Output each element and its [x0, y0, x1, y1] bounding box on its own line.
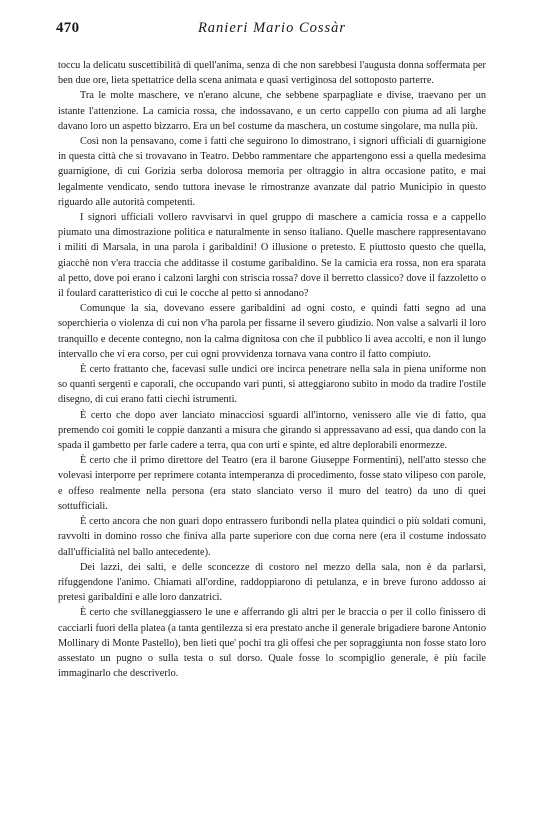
paragraph: È certo frattanto che, facevasi sulle undici ore incirca penetrare nella sala in piena uniforme non so quanti sergenti e caporali, che occupando vari punti, si atteggiarono subito in modo da tradire l'ostile disegno, di cui erano fatti ciechi istrumenti. [58, 364, 486, 406]
page-header [56, 20, 488, 42]
body-text [58, 58, 486, 681]
running-head: Ranieri Mario Cossàr [197, 20, 347, 36]
paragraph: È certo ancora che non guari dopo entrassero furibondi nella platea quindici o più soldati comuni, ravvolti in domino rosso che finiva alla parte superiore con due corna nere (era il costume indossato dall'ufficialità nel ballo antecedente). [58, 516, 486, 558]
paragraph: Comunque la sia, dovevano essere garibaldini ad ogni costo, e quindi fatti segno ad una soperchieria o violenza di cui non v'ha parola per fissarne il severo giudizio. Non valse a salvarli il loro tranquillo e decente contegno, non la calma dignitosa con che il pubblico li avea accolti, e non il lungo intervallo che vi era corso, per cui ogni provvidenza tornava vana contro il fatto compiuto. [58, 303, 486, 360]
paragraph: È certo che svillaneggiassero le une e afferrando gli altri per le braccia o per il collo finissero di cacciarli fuori della platea (a tanta gentilezza si era prestato anche il generale brigadiere barone Antonio Mollinary di Monte Pastello), ben lieti que' pochi tra gli offesi che per sopraggiunta non fosse stato loro assestato un pugno o sulla testa o sul dorso. Quale fosse lo scompiglio generale, è più facile immaginarlo che descriverlo. [58, 607, 486, 680]
paragraph: Dei lazzi, dei salti, e delle sconcezze di costoro nel mezzo della sala, non è da parlarsi, rifuggendone l'animo. Chiamati all'ordine, raddoppiarono di petulanza, e in breve furono addosso ai pretesi garibaldini e alle loro danzatrici. [58, 561, 486, 604]
paragraph: I signori ufficiali vollero ravvisarvi in quel gruppo di maschere a camicia rossa e a cappello piumato una dimostrazione politica e naturalmente in senso italiano. Quelle maschere rappresentavano i militi di Marsala, in una parola i garibaldini! O illusione o pretesto. E piuttosto questo che quella, giacchè non v'era traccia che additasse il costume garibaldino. Se la camicia era rossa, non era sparata al petto, dove poi erano i calzoni larghi con striscia rossa? dove il berretto classico? dove il fazzoletto o il foulard caratteristico di cui le cocche al petto si annodano? [58, 212, 486, 300]
paragraph: È certo che il primo direttore del Teatro (era il barone Giuseppe Formentini), nell'atto stesso che volevasi interporre per reprimere cotanta intemperanza di procedimento, fosse stato vilipeso con parole, e offeso realmente nella persona (era stato slanciato verso il muro del teatro) da uno di quei sottufficiali. [58, 455, 486, 512]
paragraph: toccu la delicatu suscettibilità di quell'anima, senza di che non sarebbesi l'augusta donna soffermata per ben due ore, lieta spettatrice della scena animata e quasi vertiginosa del sottoposto parterre. [58, 60, 486, 87]
paragraph: È certo che dopo aver lanciato minacciosi sguardi all'intorno, venissero alle vie di fatto, qua premendo coi gomiti le coppie danzanti a misura che girando si appressavano ad essi, qua dando con la spada il gambetto per farle cadere a terra, qua con urti e spinte, ed altre deplorabili enormezze. [58, 409, 486, 452]
paragraph: Così non la pensavano, come i fatti che seguirono lo dimostrano, i signori ufficiali di guarnigione in questa città che si trovavano in Teatro. Debbo rammentare che appartengono essi a quella medesima guarnigione, di cui Gorizia serba dolorosa memoria per oltraggio in altra occasione patito, e mai legalmente vendicato, sendo tuttora inevase le rimostranze avanzate dal patrio Municipio in questo riguardo alle autorità competenti. [58, 136, 486, 208]
page-number: 470 [56, 20, 80, 36]
paragraph: Tra le molte maschere, ve n'erano alcune, che sebbene sparpagliate e divise, traevano per un istante l'attenzione. La camicia rossa, che indossavano, e un certo cappello con piuma ad ali larghe davano loro un aspetto bizzarro. Era un bel costume da maschera, un costume singolare, ma nulla più. [58, 90, 486, 132]
